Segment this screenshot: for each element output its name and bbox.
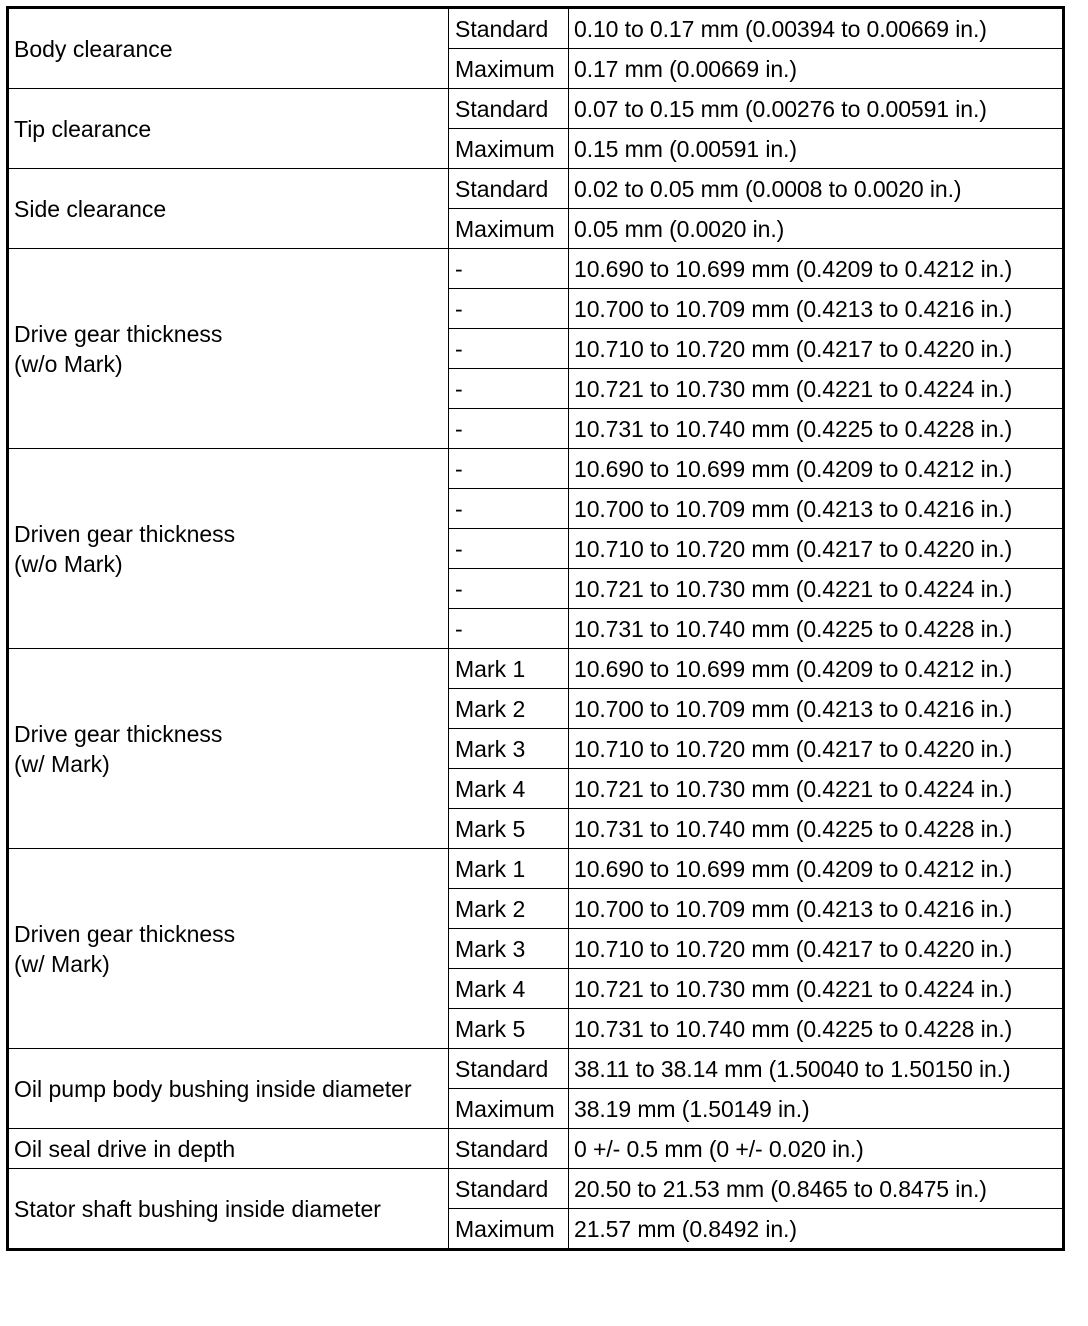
condition-cell: Maximum <box>449 209 569 249</box>
condition-cell: Mark 1 <box>449 649 569 689</box>
item-name-line: Body clearance <box>14 35 173 62</box>
condition-cell: Mark 3 <box>449 729 569 769</box>
value-cell: 0.17 mm (0.00669 in.) <box>569 49 1064 89</box>
item-name-cell <box>8 249 449 449</box>
value-cell: 10.721 to 10.730 mm (0.4221 to 0.4224 in.) <box>569 569 1064 609</box>
condition-cell: - <box>449 289 569 329</box>
condition-cell: Standard <box>449 1049 569 1089</box>
condition-cell: Standard <box>449 8 569 49</box>
value-cell: 0.07 to 0.15 mm (0.00276 to 0.00591 in.) <box>569 89 1064 129</box>
value-cell: 10.731 to 10.740 mm (0.4225 to 0.4228 in.) <box>569 1009 1064 1049</box>
value-cell: 10.731 to 10.740 mm (0.4225 to 0.4228 in.) <box>569 409 1064 449</box>
condition-cell: Mark 4 <box>449 969 569 1009</box>
item-name-cell <box>8 89 449 169</box>
value-cell: 10.700 to 10.709 mm (0.4213 to 0.4216 in.) <box>569 889 1064 929</box>
value-cell: 0.15 mm (0.00591 in.) <box>569 129 1064 169</box>
condition-cell: Mark 5 <box>449 1009 569 1049</box>
item-name-cell <box>8 1049 449 1129</box>
condition-cell: Standard <box>449 1169 569 1209</box>
value-cell: 10.710 to 10.720 mm (0.4217 to 0.4220 in.) <box>569 729 1064 769</box>
condition-cell: - <box>449 609 569 649</box>
condition-cell: Standard <box>449 1129 569 1169</box>
value-cell: 20.50 to 21.53 mm (0.8465 to 0.8475 in.) <box>569 1169 1064 1209</box>
item-name-cell <box>8 449 449 649</box>
condition-cell: Maximum <box>449 129 569 169</box>
item-name-line: Driven gear thickness <box>14 920 236 947</box>
item-name-line: Oil pump body bushing inside diameter <box>14 1075 412 1102</box>
item-name-line: (w/ Mark) <box>14 950 110 977</box>
value-cell: 10.710 to 10.720 mm (0.4217 to 0.4220 in.) <box>569 929 1064 969</box>
condition-cell: - <box>449 489 569 529</box>
item-name-cell <box>8 649 449 849</box>
item-name-line: Drive gear thickness <box>14 320 223 347</box>
condition-cell: - <box>449 329 569 369</box>
item-name-cell <box>8 849 449 1049</box>
value-cell: 10.731 to 10.740 mm (0.4225 to 0.4228 in.) <box>569 609 1064 649</box>
condition-cell: Maximum <box>449 49 569 89</box>
condition-cell: Mark 3 <box>449 929 569 969</box>
item-name-line: Driven gear thickness <box>14 520 236 547</box>
value-cell: 10.700 to 10.709 mm (0.4213 to 0.4216 in.) <box>569 689 1064 729</box>
item-name-line: (w/o Mark) <box>14 350 123 377</box>
condition-cell: - <box>449 569 569 609</box>
value-cell: 10.710 to 10.720 mm (0.4217 to 0.4220 in.) <box>569 329 1064 369</box>
item-name-line: Oil seal drive in depth <box>14 1135 236 1162</box>
condition-cell: Standard <box>449 89 569 129</box>
value-cell: 10.690 to 10.699 mm (0.4209 to 0.4212 in.) <box>569 449 1064 489</box>
item-name-line: (w/ Mark) <box>14 750 110 777</box>
value-cell: 10.700 to 10.709 mm (0.4213 to 0.4216 in.) <box>569 489 1064 529</box>
value-cell: 38.11 to 38.14 mm (1.50040 to 1.50150 in.) <box>569 1049 1064 1089</box>
table-row <box>8 649 1064 689</box>
value-cell: 10.690 to 10.699 mm (0.4209 to 0.4212 in.) <box>569 649 1064 689</box>
value-cell: 10.710 to 10.720 mm (0.4217 to 0.4220 in.) <box>569 529 1064 569</box>
value-cell: 38.19 mm (1.50149 in.) <box>569 1089 1064 1129</box>
value-cell: 0 +/- 0.5 mm (0 +/- 0.020 in.) <box>569 1129 1064 1169</box>
item-name-line: Side clearance <box>14 195 167 222</box>
value-cell: 10.700 to 10.709 mm (0.4213 to 0.4216 in.) <box>569 289 1064 329</box>
table-row <box>8 1049 1064 1089</box>
value-cell: 21.57 mm (0.8492 in.) <box>569 1209 1064 1250</box>
item-name-cell <box>8 1129 449 1169</box>
condition-cell: - <box>449 449 569 489</box>
condition-cell: Mark 5 <box>449 809 569 849</box>
condition-cell: - <box>449 409 569 449</box>
condition-cell: Standard <box>449 169 569 209</box>
specification-table <box>6 6 1065 1251</box>
condition-cell: Mark 2 <box>449 889 569 929</box>
item-name-line: Stator shaft bushing inside diameter <box>14 1195 381 1222</box>
specification-table-body <box>8 8 1064 1250</box>
condition-cell: Mark 4 <box>449 769 569 809</box>
value-cell: 0.02 to 0.05 mm (0.0008 to 0.0020 in.) <box>569 169 1064 209</box>
item-name-line: Tip clearance <box>14 115 152 142</box>
value-cell: 0.10 to 0.17 mm (0.00394 to 0.00669 in.) <box>569 8 1064 49</box>
value-cell: 10.690 to 10.699 mm (0.4209 to 0.4212 in.) <box>569 249 1064 289</box>
condition-cell: - <box>449 369 569 409</box>
condition-cell: Maximum <box>449 1209 569 1250</box>
value-cell: 10.690 to 10.699 mm (0.4209 to 0.4212 in.) <box>569 849 1064 889</box>
item-name-cell <box>8 8 449 89</box>
item-name-line: (w/o Mark) <box>14 550 123 577</box>
table-row <box>8 169 1064 209</box>
table-row <box>8 89 1064 129</box>
condition-cell: Maximum <box>449 1089 569 1129</box>
condition-cell: Mark 2 <box>449 689 569 729</box>
item-name-cell <box>8 169 449 249</box>
condition-cell: - <box>449 249 569 289</box>
item-name-cell <box>8 1169 449 1250</box>
condition-cell: Mark 1 <box>449 849 569 889</box>
table-row <box>8 449 1064 489</box>
value-cell: 10.731 to 10.740 mm (0.4225 to 0.4228 in.) <box>569 809 1064 849</box>
value-cell: 10.721 to 10.730 mm (0.4221 to 0.4224 in.) <box>569 369 1064 409</box>
table-row <box>8 1169 1064 1209</box>
value-cell: 10.721 to 10.730 mm (0.4221 to 0.4224 in.) <box>569 769 1064 809</box>
table-row <box>8 8 1064 49</box>
item-name-line: Drive gear thickness <box>14 720 223 747</box>
value-cell: 10.721 to 10.730 mm (0.4221 to 0.4224 in.) <box>569 969 1064 1009</box>
table-row <box>8 1129 1064 1169</box>
table-row <box>8 249 1064 289</box>
table-row <box>8 849 1064 889</box>
condition-cell: - <box>449 529 569 569</box>
value-cell: 0.05 mm (0.0020 in.) <box>569 209 1064 249</box>
